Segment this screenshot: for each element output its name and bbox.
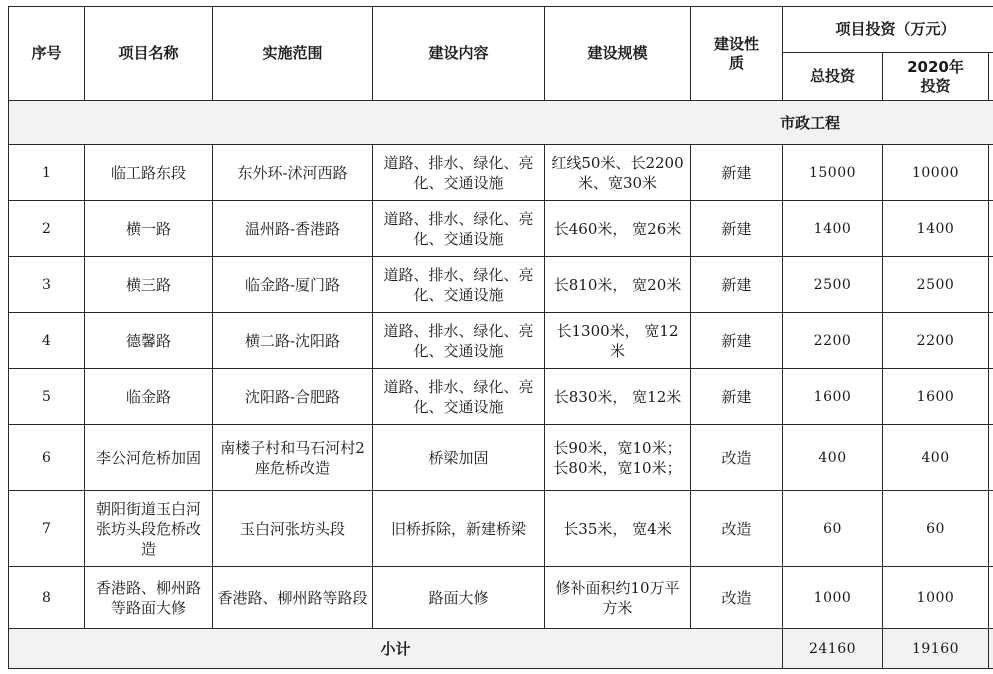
cell-scope: 香港路、柳州路等路段 [213, 567, 373, 629]
cell-scope: 沈阳路-合肥路 [213, 369, 373, 425]
cell-y2020: 1000 [883, 567, 989, 629]
cell-total: 1400 [783, 201, 883, 257]
table-row [9, 425, 993, 491]
cell-name: 李公河危桥加固 [85, 425, 213, 491]
cell-content: 路面大修 [373, 567, 545, 629]
cell-spare [989, 313, 993, 369]
header-spare [989, 53, 993, 101]
cell-seq: 3 [9, 257, 85, 313]
cell-content: 桥梁加固 [373, 425, 545, 491]
cell-total: 2500 [783, 257, 883, 313]
cell-seq: 5 [9, 369, 85, 425]
cell-total: 15000 [783, 145, 883, 201]
cell-scale: 长460米， 宽26米 [545, 201, 691, 257]
cell-total: 2200 [783, 313, 883, 369]
table-row [9, 313, 993, 369]
cell-nature: 改造 [691, 491, 783, 567]
cell-scope: 临金路-厦门路 [213, 257, 373, 313]
cell-nature: 新建 [691, 201, 783, 257]
cell-scope: 东外环-沭河西路 [213, 145, 373, 201]
header-content: 建设内容 [373, 7, 545, 101]
cell-y2020: 2500 [883, 257, 989, 313]
header-seq: 序号 [9, 7, 85, 101]
cell-name: 德馨路 [85, 313, 213, 369]
cell-scope: 横二路-沈阳路 [213, 313, 373, 369]
cell-spare [989, 201, 993, 257]
cell-name: 临工路东段 [85, 145, 213, 201]
subtotal-total: 24160 [783, 629, 883, 669]
cell-total: 1600 [783, 369, 883, 425]
cell-y2020: 400 [883, 425, 989, 491]
cell-spare [989, 567, 993, 629]
cell-name: 临金路 [85, 369, 213, 425]
cell-seq: 6 [9, 425, 85, 491]
cell-content: 道路、排水、绿化、亮化、交通设施 [373, 145, 545, 201]
header-name: 项目名称 [85, 7, 213, 101]
cell-nature: 改造 [691, 567, 783, 629]
cell-nature: 新建 [691, 145, 783, 201]
subtotal-spare [989, 629, 993, 669]
subtotal-row [9, 629, 993, 669]
header-investment: 项目投资（万元） [783, 7, 993, 53]
cell-y2020: 2200 [883, 313, 989, 369]
cell-scope: 玉白河张坊头段 [213, 491, 373, 567]
cell-spare [989, 425, 993, 491]
section-row [9, 101, 993, 145]
cell-content: 道路、排水、绿化、亮化、交通设施 [373, 257, 545, 313]
cell-y2020: 10000 [883, 145, 989, 201]
investment-table [8, 6, 993, 669]
cell-nature: 新建 [691, 369, 783, 425]
cell-content: 道路、排水、绿化、亮化、交通设施 [373, 201, 545, 257]
table-row [9, 257, 993, 313]
cell-name: 横三路 [85, 257, 213, 313]
cell-seq: 1 [9, 145, 85, 201]
cell-nature: 改造 [691, 425, 783, 491]
cell-total: 1000 [783, 567, 883, 629]
cell-name: 横一路 [85, 201, 213, 257]
cell-scale: 长830米， 宽12米 [545, 369, 691, 425]
cell-total: 400 [783, 425, 883, 491]
cell-spare [989, 369, 993, 425]
cell-y2020: 1600 [883, 369, 989, 425]
cell-scope: 南楼子村和马石河村2座危桥改造 [213, 425, 373, 491]
table-row [9, 201, 993, 257]
header-total: 总投资 [783, 53, 883, 101]
cell-spare [989, 257, 993, 313]
cell-content: 道路、排水、绿化、亮化、交通设施 [373, 369, 545, 425]
header-2020: 2020年投资 [883, 53, 989, 101]
header-scope: 实施范围 [213, 7, 373, 101]
cell-spare [989, 145, 993, 201]
table-row [9, 369, 993, 425]
cell-nature: 新建 [691, 257, 783, 313]
subtotal-2020: 19160 [883, 629, 989, 669]
cell-seq: 7 [9, 491, 85, 567]
cell-scope: 温州路-香港路 [213, 201, 373, 257]
cell-name: 香港路、柳州路等路面大修 [85, 567, 213, 629]
cell-content: 道路、排水、绿化、亮化、交通设施 [373, 313, 545, 369]
cell-name: 朝阳街道玉白河张坊头段危桥改造 [85, 491, 213, 567]
data-rows [9, 145, 993, 629]
cell-seq: 8 [9, 567, 85, 629]
table-row [9, 491, 993, 567]
header-nature: 建设性质 [691, 7, 783, 101]
section-title: 市政工程 [9, 101, 993, 145]
cell-scale: 长90米，宽10米；长80米，宽10米； [545, 425, 691, 491]
cell-y2020: 60 [883, 491, 989, 567]
cell-scale: 长35米， 宽4米 [545, 491, 691, 567]
table-row [9, 145, 993, 201]
header-row [9, 7, 993, 53]
cell-y2020: 1400 [883, 201, 989, 257]
cell-total: 60 [783, 491, 883, 567]
cell-nature: 新建 [691, 313, 783, 369]
cell-seq: 4 [9, 313, 85, 369]
cell-scale: 修补面积约10万平方米 [545, 567, 691, 629]
cell-seq: 2 [9, 201, 85, 257]
header-scale: 建设规模 [545, 7, 691, 101]
cell-content: 旧桥拆除，新建桥梁 [373, 491, 545, 567]
table-row [9, 567, 993, 629]
cell-scale: 长1300米， 宽12米 [545, 313, 691, 369]
cell-scale: 红线50米、长2200米、宽30米 [545, 145, 691, 201]
cell-scale: 长810米， 宽20米 [545, 257, 691, 313]
cell-spare [989, 491, 993, 567]
subtotal-label: 小计 [9, 629, 783, 669]
